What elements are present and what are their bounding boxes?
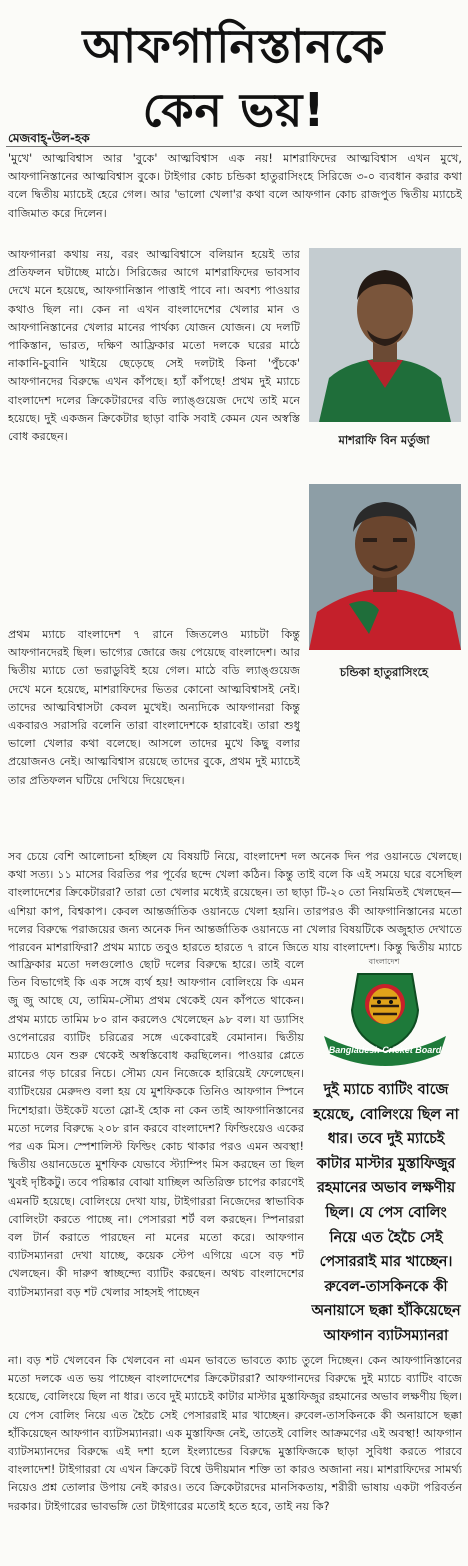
coach-portrait-illustration [309, 484, 461, 650]
bcb-logo-top-text: বাংলাদেশ [368, 957, 400, 966]
bcb-banner-text: Bangladesh Cricket Board [328, 1045, 442, 1055]
article-column-1: আফগানরা কথায় নয়, বরং আত্মবিশ্বাসে বলিয়ান হয়েই তার প্রতিফলন ঘটাচ্ছে মাঠে। সিরিজের আগে মাশরাফিদের ভাবসাব দেখে মনে হয়েছে, আফগানিস্তান পাত্তাই পাবে না। অবশ্য পাওয়ার কথাও ছিল না। কেন না এখন বাংলাদেশের খেলার মান ও আফগানিস্তানের খেলার মানের পার্থক্য যোজন যোজন। যে দলটি পাকিস্তান, ভারত, দক্ষিণ আফ্রিকার মতো দলকে ঘরের মাঠে নাকানি-চুবানি খাইয়ে ছেড়েছে সেই দলটাই কিনা 'পুঁচকে' আফগানদের বিরুদ্ধে এখন কাঁপছে। হ্যাঁ কাঁপছে! প্রথম দুই ম্যাচে বাংলাদেশ দলের ক্রিকেটারদের বডি ল্যাঙ্গুয়েজ দেখে তাই মনে হয়েছে। দুই একজন ক্রিকেটার ছাড়া বাকি সবাই কেমন যেন অস্বস্তি বোধ করছেন। [8, 248, 300, 444]
headline-line-1: আফগানিস্তানকে [82, 19, 386, 73]
bcb-crest-icon [310, 958, 460, 1070]
article-column-2: প্রথম ম্যাচে বাংলাদেশ ৭ রানে জিতলেও ম্যাচটা কিন্তু আফগানদেরই ছিল। ভাগ্যের জোরে জয় পেয়েছে বাংলাদেশ। আর দ্বিতীয় ম্যাচে তো ভরাডুবিই হয়ে গেল। মাঠে বডি ল্যাঙ্গুয়েজ দেখে মনে হয়েছে, মাশরাফিদের ভিতর কোনো আত্মবিশ্বাসই নেই। তাদের আত্মবিশ্বাসটা কেবল মুখেই। অন্যদিকে আফগানরা কিন্তু একবারও সরাসরি বলেনি তারা বাংলাদেশকে হারাবেই। তারা শুধু ভালো খেলার কথা বলেছে। আসলে তাদের মুখে কিছু বলার প্রয়োজনও নেই। আত্মবিশ্বাস রয়েছে তাদের বুকে, প্রথম দুই ম্যাচেই তার প্রতিফলন ঘটিয়ে দেখিয়ে দিয়েছেন। [8, 628, 300, 787]
article-column-3: আফ্রিকার মতো দলগুলোও ছোট দলের বিরুদ্ধে হারে। তাই বলে তিন বিভাগেই কি এক সঙ্গে ব্যর্থ হয়! আফগান বোলিংয়ে কি এমন জু জু আছে যে, তামিম-সৌম্য প্রথম থেকেই যেন কাঁপতে থাকেন। প্রথম ম্যাচে তামিম ৮০ রান করলেও খেলেছেন ৯৮ বল। যা ড্যাসিং ওপেনারের ব্যাটিং চরিত্রের সঙ্গে একেবারেই বেমানান। দ্বিতীয় ম্যাচেও যেন শুরু থেকেই অস্বস্তিবোধ করছিলেন। পাওয়ার প্লেতে রানের গড় চারের নিচে। সৌম্য যেন নিজেকে হারিয়েই ফেলেছেন। ব্যাটিংয়ের মেরুদণ্ড বলা হয় যে মুশফিককে তিনিও আফগান স্পিনে দিশেহারা। উইকেট যতো স্লো-ই হোক না কেন তাই আফগানিস্তানের মতো দলের বিরুদ্ধে ২০৮ রান করবে বাংলাদেশ? ফিল্ডিংয়েও একের পর এক মিস। স্পেশালিস্ট ফিল্ডিং কোচ থাকার পরও এমন অবস্থা! দ্বিতীয় ওয়ানডেতে মুশফিক যেভাবে স্ট্যাম্পিং মিস করছেন তা ছিল খুবই দৃষ্টিকটু। তবে পরিষ্কার বোঝা যাচ্ছিল অতিরিক্ত চাপের কারণেই এমনটি হয়েছে। বোলিংয়ে দেখা যায়, টাইগাররা নিজেদের স্বাভাবিক বোলিংটা করতে পাচ্ছে না। পেসাররা শর্ট বল করছেন। স্পিনাররা বল টার্ন করাতে পারছেন না মনের মতো করে। আফগান ব্যাটসম্যানরা দেখা যাচ্ছে, কয়েক স্টেপ এগিয়ে এসে বড় শট খেলছেন। কী দারুণ স্বাচ্ছন্দ্যে ব্যাটিং করছেন। অথচ বাংলাদেশের ব্যাটসম্যানরা বড় শট খেলার সাহসই পাচ্ছেন [8, 958, 304, 1299]
article-intro: 'মুখে' আত্মবিশ্বাস আর 'বুকে' আত্মবিশ্বাস এক নয়! মাশরাফিদের আত্মবিশ্বাস এখন মুখে, আফগানিস্তানের আত্মবিশ্বাস বুকে। টাইগার কোচ চন্ডিকা হাতুরাসিংহে সিরিজে ৩-০ ব্যবধান করার কথা বলে দ্বিতীয় ম্যাচেই হেরে গেল। আর 'ভালো খেলা'র কথা বলে আফগান কোচ রাজপুত দ্বিতীয় ম্যাচেই বাজিমাত করে দিলেন। [8, 152, 462, 220]
pull-quote: দুই ম্যাচে ব্যাটিং বাজে হয়েছে, বোলিংয়ে ছিল না ধার। তবে দুই ম্যাচেই কাটার মাস্টার মুস্তাফিজুর রহমানের অভাব লক্ষণীয় ছিল। যে পেস বোলিং নিয়ে এত হৈচৈ সেই পেসাররাই মার খাচ্ছেন। রুবেল-তাসকিনকে কী অনায়াসে ছক্কা হাঁকিয়েছেন আফগান ব্যাটসম্যানরা [311, 1082, 461, 1344]
photo-caption-hathurusingha: চন্ডিকা হাতুরাসিংহে [339, 665, 429, 679]
photo-hathurusingha [309, 484, 461, 650]
bcb-logo [310, 958, 460, 1070]
headline-line-2: কেন ভয়! [142, 83, 326, 137]
player-portrait-illustration [309, 248, 461, 422]
photo-caption-mashrafe: মাশরাফি বিন মর্তুজা [338, 433, 430, 447]
photo-mashrafe [309, 248, 461, 422]
article-fullwidth-1: সব চেয়ে বেশি আলোচনা হচ্ছিল যে বিষয়টি নিয়ে, বাংলাদেশ দল অনেক দিন পর ওয়ানডে খেলছে। কথা সত্য। ১১ মাসের বিরতির পর পূর্বের ছন্দে খেলা কঠিন। কিন্তু তাই বলে কি এই সময়ে ঘরে বসেছিল বাংলাদেশের ক্রিকেটাররা? তারা তো খেলার মধ্যেই রয়েছেন। তা ছাড়া টি-২০ তো নিয়মিতই খেলছেন— এশিয়া কাপ, বিশ্বকাপ। কেবল আন্তর্জাতিক ওয়ানডে খেলা হয়নি। তারপরও কী আফগানিস্তানের মতো দলের বিরুদ্ধে পরাজয়ের জন্য অনেক দিন আন্তর্জাতিক ওয়ানডে না খেলার বিষয়টিকে অজুহাত দেখাতে পারবেন মাশরাফিরা? প্রথম ম্যাচে তবুও হারতে হারতে ৭ রানে জিতে যায় বাংলাদেশ। কিন্তু দ্বিতীয় ম্যাচে [8, 850, 462, 955]
byline: মেজবাহ্-উল-হক [8, 131, 90, 145]
byline-divider [6, 146, 462, 147]
article-fullwidth-2: না। বড় শট খেলবেন কি খেলবেন না এমন ভাবতে ভাবতে ক্যাচ তুলে দিচ্ছেন। কেন আফগানিস্তানের মতো দলকে এত ভয় পাচ্ছেন বাংলাদেশের ক্রিকেটাররা? আফগানদের বিরুদ্ধে দুই ম্যাচে ব্যাটিং বাজে হয়েছে, বোলিংয়ে ছিল না ধার। তবে দুই ম্যাচেই কাটার মাস্টার মুস্তাফিজুর রহমানের অভাব লক্ষণীয় ছিল। যে পেস বোলিং নিয়ে এত হৈচৈ সেই পেসাররাই মার খাচ্ছেন। রুবেল-তাসকিনকে কী অনায়াসে ছক্কা হাঁকিয়েছেন আফগান ব্যাটসম্যানরা। এক মুস্তাফিজ নেই, তাতেই বোলিং আক্রমণের এই অবস্থা! আফগান ব্যাটসম্যানদের বিরুদ্ধে এই দশা হলে ইংল্যান্ডের বিরুদ্ধে মুস্তাফিজকে ছাড়া সুবিধা করতে পারবে বাংলাদেশ! টাইগাররা যে এখন ক্রিকেট বিশ্বে উদীয়মান শক্তি তা কারও অজানা নয়। মাশরাফিদের সামর্থ্য নিয়েও প্রশ্ন তোলার উপায় নেই কারও। তবে ক্রিকেটারদের মানসিকতায়, শরীরী ভাষায় একটা পরিবর্তন দরকার। টাইগারের ভাবভঙ্গি তো টাইগারের মতোই হতে হবে, তাই নয় কি? [8, 1354, 462, 1513]
